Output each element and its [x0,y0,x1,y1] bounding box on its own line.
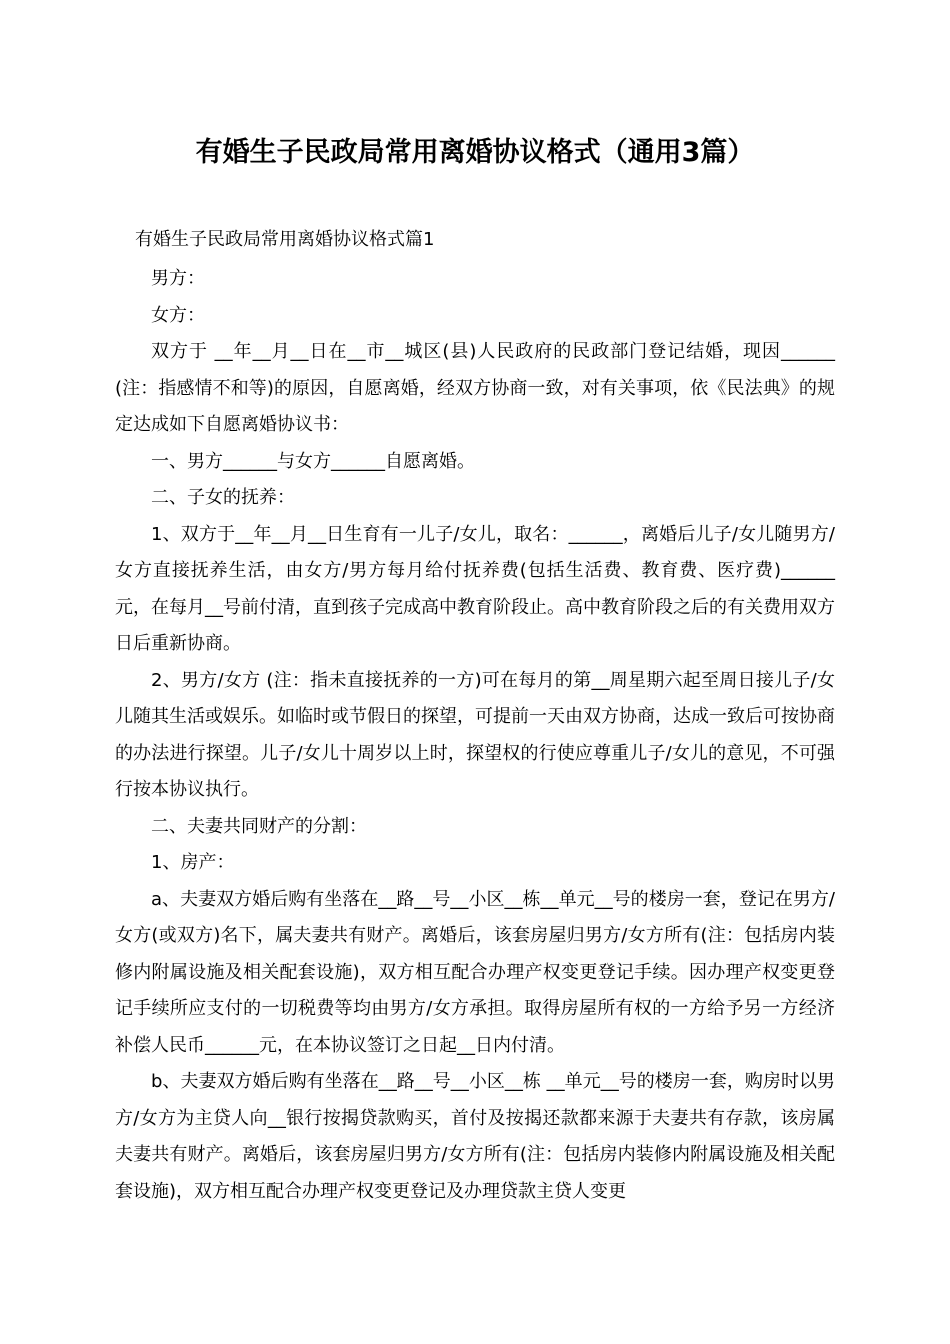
paragraph-heading-house: 1、房产： [151,852,235,873]
paragraph-visitation: 2、男方/女方 (注：指未直接抚养的一方)可在每月的第__周星期六起至周日接儿子/女儿随其生活或娱乐。如临时或节假日的探望，可提前一天由双方协商，达成一致后可按协商的办法进行探望。儿子/女儿十周岁以上时，探望权的行使应尊重儿子/女儿的意见，不可强行按本协议执行。 [115,669,835,800]
paragraph-female-party: 女方： [151,304,205,326]
paragraph-heading-children: 二、子女的抚养： [151,487,295,508]
paragraph-house-a: a、夫妻双方婚后购有坐落在__路__号__小区__栋__单元__号的楼房一套，登记在男方/女方(或双方)名下，属夫妻共有财产。离婚后，该套房屋归男方/女方所有(注：包括房内装修内附属设施及相关配套设施)，双方相互配合办理产权变更登记手续。因办理产权变更登记手续所应支付的一切税费等均由男方/女方承担。取得房屋所有权的一方给予另一方经济补偿人民币______元，在本协议签订之日起__日内付清。 [115,888,835,1056]
paragraph-house-b: b、夫妻双方婚后购有坐落在__路__号__小区__栋 __单元__号的楼房一套，购房时以男方/女方为主贷人向__银行按揭贷款购买，首付及按揭还款都来源于夫妻共有存款，该房属夫妻共有财产。离婚后，该套房屋归男方/女方所有(注：包括房内装修内附属设施及相关配套设施)，双方相互配合办理产权变更登记及办理贷款主贷人变更 [115,1071,835,1202]
paragraph-heading-property: 二、夫妻共同财产的分割： [151,815,367,837]
paragraph-clause-divorce: 一、男方______与女方______自愿离婚。 [151,450,475,472]
paragraph-male-party: 男方： [151,268,205,289]
section-heading: 有婚生子民政局常用离婚协议格式篇1 [135,229,435,250]
paragraph-preamble: 双方于 __年__月__日在__市__城区(县)人民政府的民政部门登记结婚，现因______(注：指感情不和等)的原因，自愿离婚，经双方协商一致，对有关事项，依《民法典》的规定达成如下自愿离婚协议书： [115,341,835,435]
paragraph-custody: 1、双方于__年__月__日生育有一儿子/女儿，取名：______，离婚后儿子/女儿随男方/女方直接抚养生活，由女方/男方每月给付抚养费(包括生活费、教育费、医疗费)______元，在每月__号前付清，直到孩子完成高中教育阶段止。高中教育阶段之后的有关费用双方日后重新协商。 [115,523,835,654]
document-body [115,261,835,1210]
document-title: 有婚生子民政局常用离婚协议格式（通用3篇） [195,137,755,168]
